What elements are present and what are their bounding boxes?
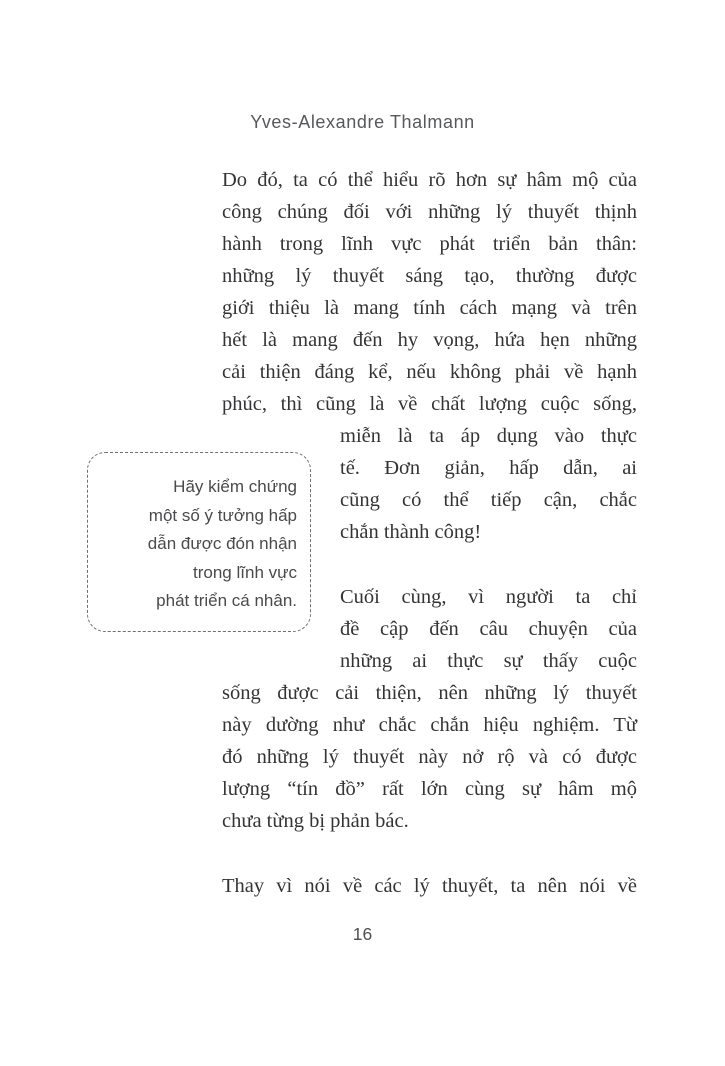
body-line: công chúng đối với những lý thuyết thịnh [222,201,637,223]
body-line: hết là mang đến hy vọng, hứa hẹn những [222,329,637,351]
paragraph-1 [222,164,637,548]
body-line: sống được cải thiện, nên những lý thuyết [222,682,637,704]
running-head-author: Yves-Alexandre Thalmann [250,112,475,132]
body-line: những ai thực sự thấy cuộc [340,650,637,672]
paragraph-2 [222,581,637,837]
body-line: Do đó, ta có thể hiểu rõ hơn sự hâm mộ của [222,169,637,191]
body-line: miễn là ta áp dụng vào thực [340,425,637,447]
body-line: chắn thành công! [340,521,482,543]
body-line: đề cập đến câu chuyện của [340,618,637,640]
callout-line: trong lĩnh vực [193,562,297,582]
body-line: những lý thuyết sáng tạo, thường được [222,265,637,287]
body-line: cũng có thể tiếp cận, chắc [340,489,637,511]
body-line: đó những lý thuyết này nở rộ và có được [222,746,637,768]
body-line: giới thiệu là mang tính cách mạng và trên [222,297,637,319]
body-line: Thay vì nói về các lý thuyết, ta nên nói về [222,875,637,897]
callout-line: một số ý tưởng hấp [148,505,297,525]
paragraph-3 [222,870,637,902]
page-number: 16 [352,924,373,944]
body-line: lượng “tín đồ” rất lớn cùng sự hâm mộ [222,778,637,800]
body-line: hành trong lĩnh vực phát triển bản thân: [222,233,637,255]
body-line: chưa từng bị phản bác. [222,810,409,832]
body-line: tế. Đơn giản, hấp dẫn, ai [340,457,637,479]
body-line: này dường như chắc chắn hiệu nghiệm. Từ [222,714,637,736]
body-line: cải thiện đáng kể, nếu không phải về hạnh [222,361,637,383]
callout-line: dẫn được đón nhận [147,534,297,553]
body-line: phúc, thì cũng là về chất lượng cuộc sống, [222,393,637,415]
callout-line: phát triển cá nhân. [156,591,297,610]
page-body [222,164,637,902]
callout-line: Hãy kiểm chứng [173,477,297,496]
body-line: Cuối cùng, vì người ta chỉ [340,586,637,608]
